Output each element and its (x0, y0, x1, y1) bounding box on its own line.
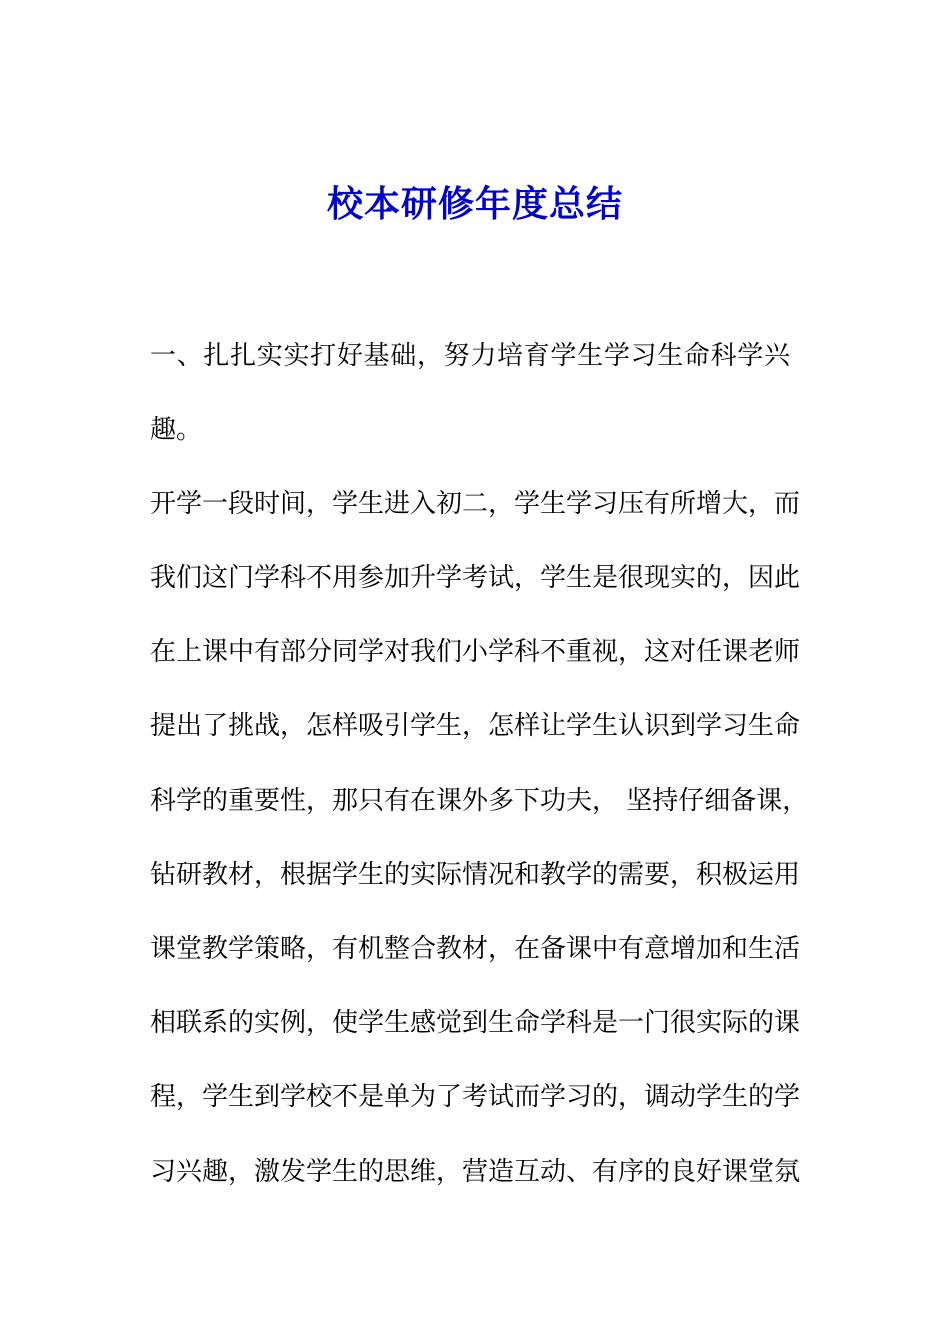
body-line-7: 课堂教学策略，有机整合教材，在备课中有意增加和生活 (150, 934, 801, 964)
body-line-4: 提出了挑战，怎样吸引学生，怎样让学生认识到学习生命 (150, 711, 801, 741)
body-line-10: 习兴趣，激发学生的思维，营造互动、有序的良好课堂氛 (150, 1157, 801, 1187)
heading-line-1: 一、扎扎实实打好基础，努力培育学生学习生命科学兴 (150, 341, 790, 371)
body-line-6: 钻研教材，根据学生的实际情况和教学的需要，积极运用 (150, 860, 801, 890)
body-line-9: 程，学生到学校不是单为了考试而学习的，调动学生的学 (150, 1082, 801, 1112)
heading-line-2: 趣。 (150, 415, 203, 445)
body-line-3: 在上课中有部分同学对我们小学科不重视，这对任课老师 (150, 637, 801, 667)
document-title: 校本研修年度总结 (326, 183, 623, 225)
body-line-5: 科学的重要性，那只有在课外多下功夫， 坚持仔细备课， (150, 786, 809, 816)
body-line-2: 我们这门学科不用参加升学考试，学生是很现实的，因此 (150, 563, 801, 593)
body-line-8: 相联系的实例，使学生感觉到生命学科是一门很实际的课 (150, 1008, 801, 1038)
body-line-1: 开学一段时间，学生进入初二，学生学习压有所增大，而 (150, 489, 801, 519)
